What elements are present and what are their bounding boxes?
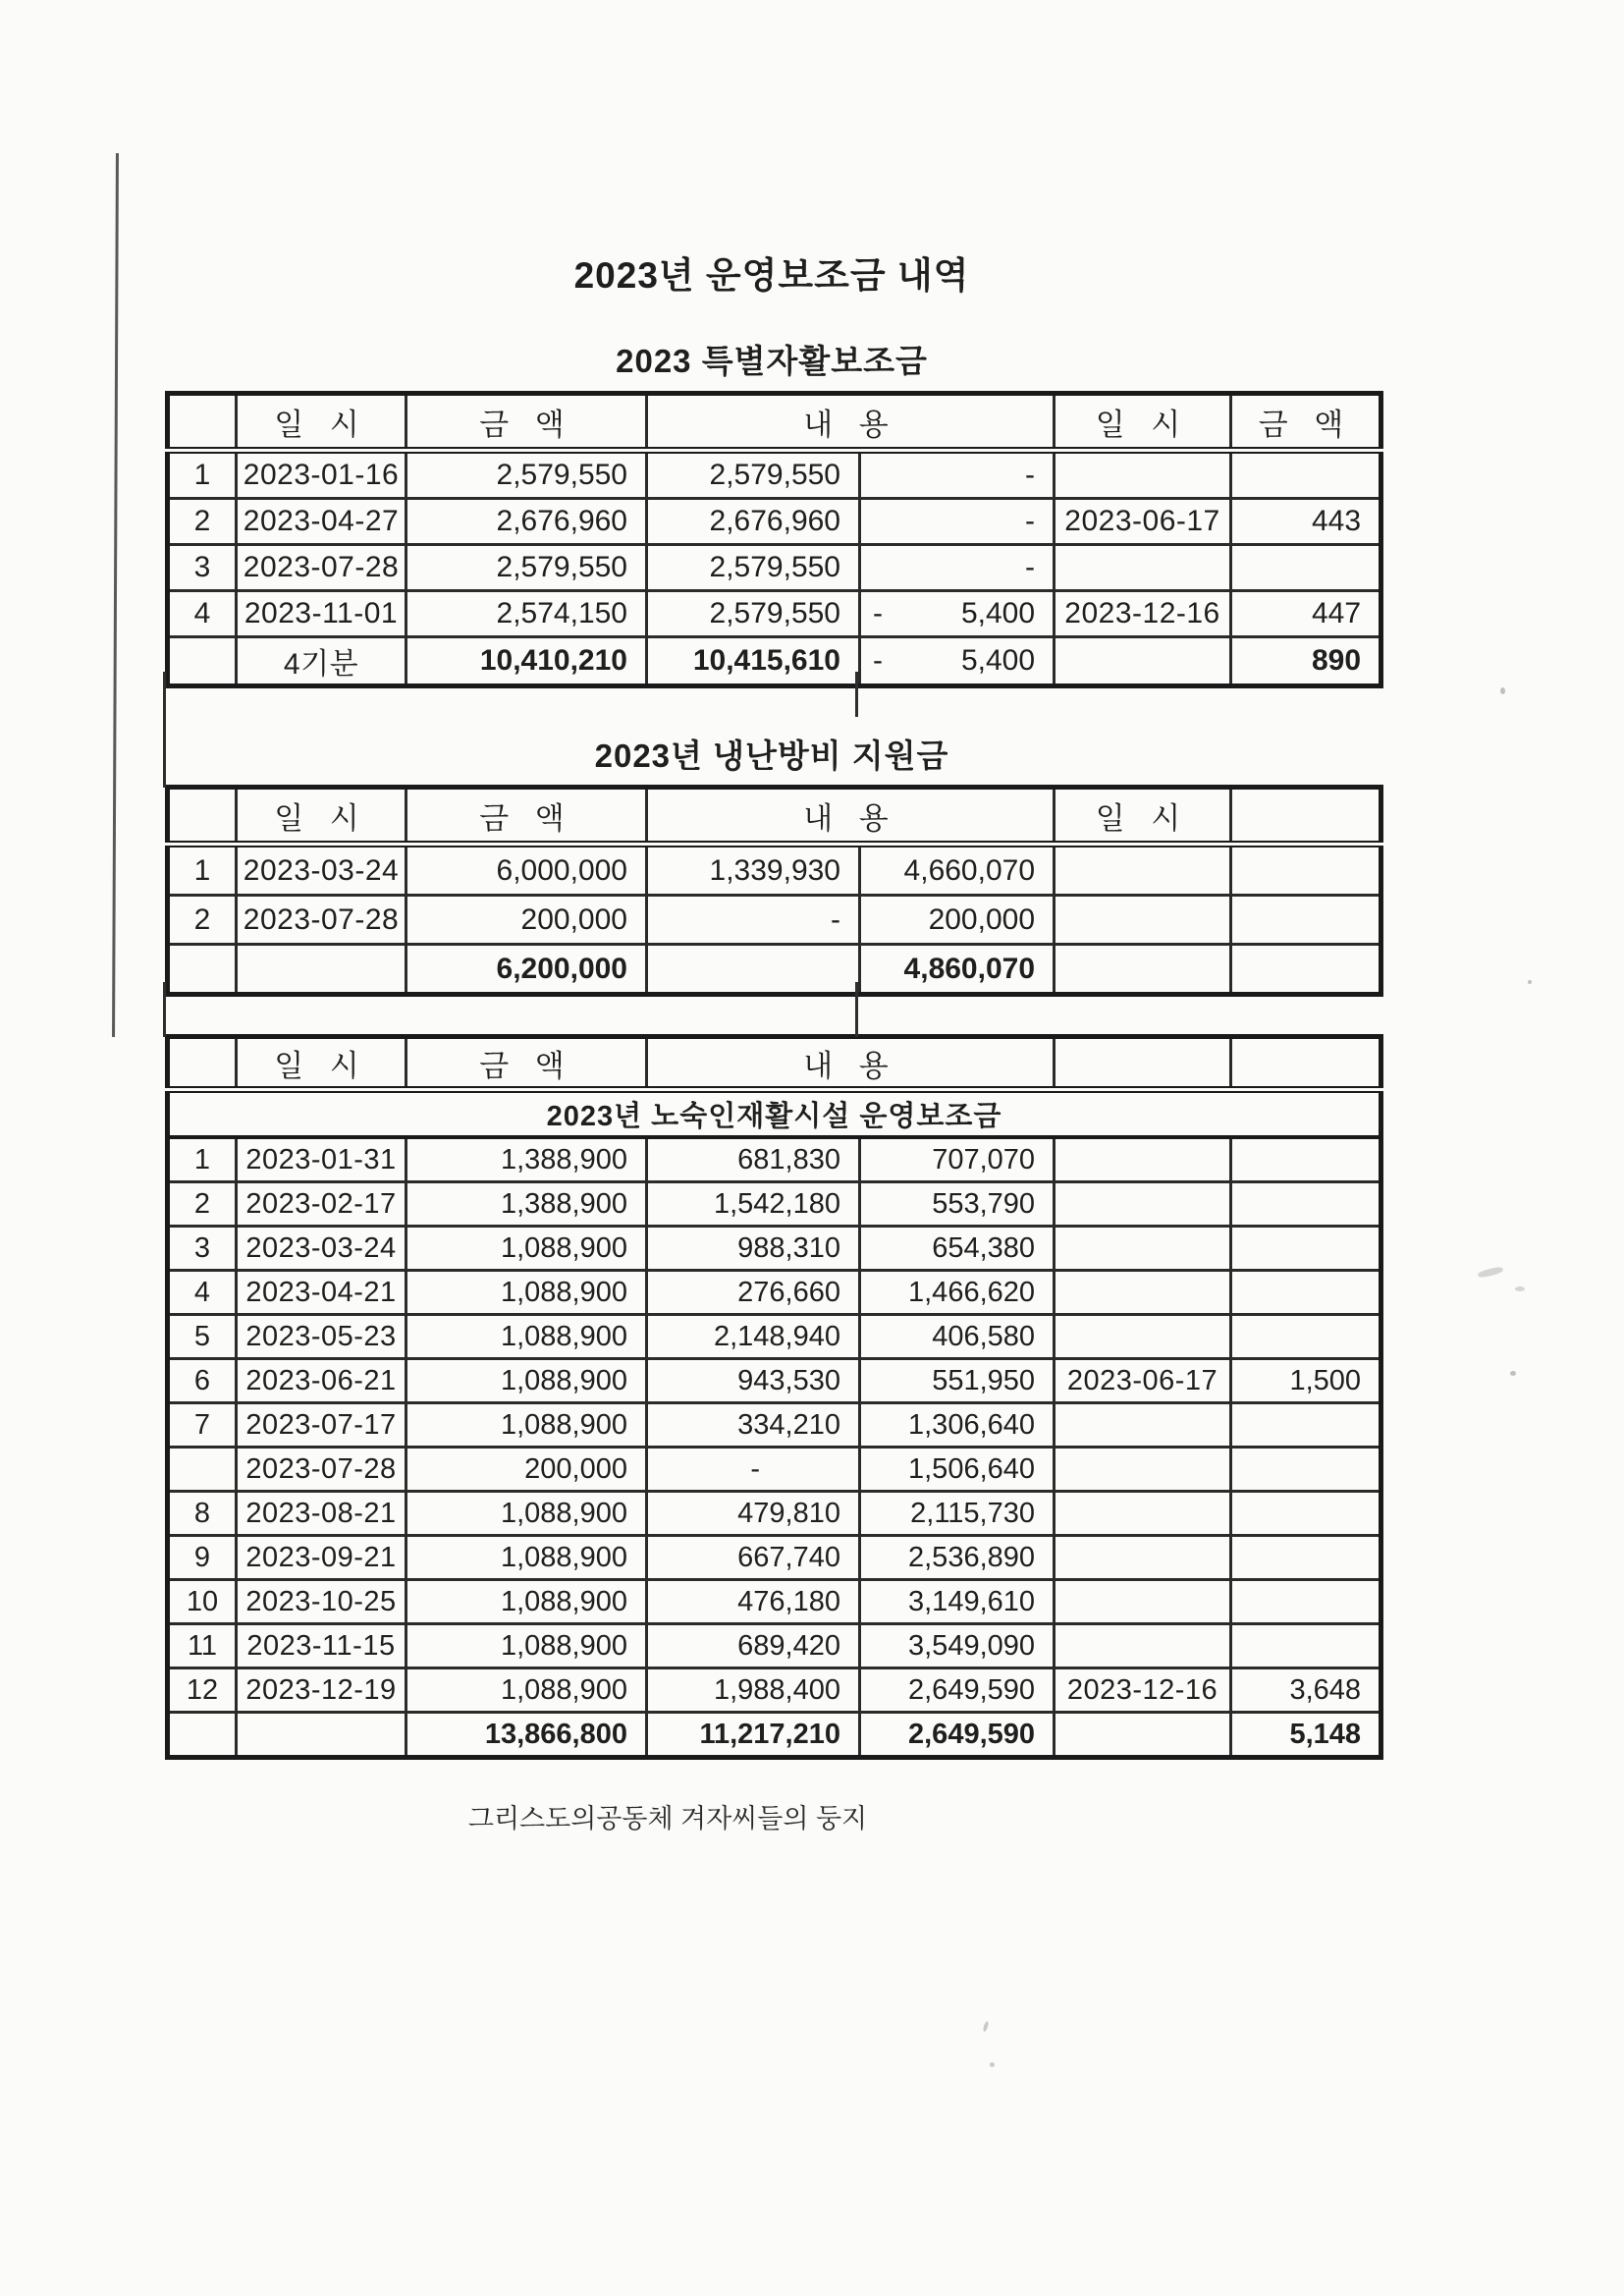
date-cell [1055,451,1231,499]
amount-cell [1231,1403,1381,1448]
column-header: 일 시 [1055,788,1231,845]
homeless-rehab-facility-subsidy-table [165,1034,1383,1760]
date-cell [1055,1227,1231,1271]
amount-cell: 1,506,640 [860,1448,1055,1492]
date-cell: 2023-04-21 [237,1271,406,1315]
column-header: 일 시 [237,788,406,845]
amount-cell: - [860,499,1055,545]
row-number-cell: 7 [168,1403,237,1448]
amount-cell: 1,339,930 [647,845,860,896]
amount-cell: 2,574,150 [406,591,647,637]
amount-cell: 551,950 [860,1359,1055,1403]
date-cell: 2023-07-17 [237,1403,406,1448]
column-header: 금 액 [1231,394,1381,451]
date-cell [237,945,406,995]
table-row [168,1624,1381,1668]
table-row [168,1227,1381,1271]
scan-artifact-line [163,672,166,788]
table-row [168,1315,1381,1359]
table-row [168,591,1381,637]
amount-cell [1231,1271,1381,1315]
table-row [168,1271,1381,1315]
split-wrap [861,597,1053,630]
amount-cell: 11,217,210 [647,1713,860,1758]
amount-cell: - [860,451,1055,499]
amount-cell [1231,945,1381,995]
amount-cell: 200,000 [406,896,647,945]
row-number-cell [168,945,237,995]
amount-cell: 334,210 [647,1403,860,1448]
dash: - [873,597,883,629]
date-cell [1055,1536,1231,1580]
amount-cell: - [860,545,1055,591]
amount-cell [1231,1227,1381,1271]
amount-cell [1231,1137,1381,1182]
amount-cell: 1,088,900 [406,1403,647,1448]
column-header [1055,1037,1231,1090]
row-number-cell: 5 [168,1315,237,1359]
table-header [168,788,1381,845]
amount-cell: 3,648 [1231,1668,1381,1713]
table-row [168,1668,1381,1713]
amount-cell: 2,579,550 [647,451,860,499]
amount-cell: 13,866,800 [406,1713,647,1758]
table-header [168,1037,1381,1090]
row-number-cell: 9 [168,1536,237,1580]
column-header [168,1037,237,1090]
amount-cell: - [647,896,860,945]
special-self-support-subsidy-table [165,391,1383,688]
table-title-row [168,1090,1381,1138]
table-title: 2023년 노숙인재활시설 운영보조금 [168,1090,1381,1138]
date-cell: 2023-12-19 [237,1668,406,1713]
row-number-cell: 12 [168,1668,237,1713]
amount-cell [1231,1492,1381,1536]
scan-speck [990,2062,995,2067]
date-cell [1055,1624,1231,1668]
date-cell [1055,1271,1231,1315]
column-header: 내 용 [647,788,1055,845]
amount-cell [1231,1580,1381,1624]
amount-cell: 2,579,550 [406,545,647,591]
amount-cell: 1,306,640 [860,1403,1055,1448]
date-cell [1055,1137,1231,1182]
amount-cell: 4,860,070 [860,945,1055,995]
row-number-cell: 10 [168,1580,237,1624]
date-cell [1055,896,1231,945]
amount-cell: 10,415,610 [647,637,860,686]
date-cell: 2023-10-25 [237,1580,406,1624]
date-cell [1055,1403,1231,1448]
date-cell [1055,1448,1231,1492]
column-header [1231,788,1381,845]
table-row [168,1359,1381,1403]
scan-artifact-line [163,982,166,1037]
table-row [168,545,1381,591]
amount-cell [1231,1624,1381,1668]
row-number-cell: 11 [168,1624,237,1668]
amount-cell: 2,649,590 [860,1713,1055,1758]
table-body [168,451,1381,686]
column-header [168,788,237,845]
amount-cell: 4,660,070 [860,845,1055,896]
amount-cell: 667,740 [647,1536,860,1580]
amount-cell: 3,549,090 [860,1624,1055,1668]
amount-cell: 681,830 [647,1137,860,1182]
row-number-cell [168,637,237,686]
date-cell [1055,945,1231,995]
amount-cell: 654,380 [860,1227,1055,1271]
amount-cell: 1,988,400 [647,1668,860,1713]
scan-speck [1510,1371,1516,1376]
amount-cell: 1,466,620 [860,1271,1055,1315]
amount-cell: 553,790 [860,1182,1055,1227]
amount: 5,400 [960,597,1036,629]
table-row [168,1403,1381,1448]
amount-cell: 1,088,900 [406,1315,647,1359]
amount-cell: 1,088,900 [406,1580,647,1624]
amount-cell: 1,088,900 [406,1492,647,1536]
row-number-cell: 4 [168,591,237,637]
amount-cell: 2,579,550 [647,591,860,637]
date-cell [1055,1315,1231,1359]
column-header: 금 액 [406,1037,647,1090]
total-row [168,1713,1381,1758]
date-cell: 2023-12-16 [1055,591,1231,637]
amount-cell: 1,088,900 [406,1271,647,1315]
date-cell: 2023-09-21 [237,1536,406,1580]
date-cell: 2023-03-24 [237,1227,406,1271]
amount-cell: 1,088,900 [406,1536,647,1580]
table1-title: 2023 특별자활보조금 [616,343,928,379]
amount-cell [1231,1182,1381,1227]
amount-cell: 2,676,960 [647,499,860,545]
heating-cooling-support-table [165,785,1383,997]
date-cell: 2023-02-17 [237,1182,406,1227]
amount-cell [1231,845,1381,896]
row-number-cell: 1 [168,451,237,499]
row-number-cell: 6 [168,1359,237,1403]
date-cell: 2023-05-23 [237,1315,406,1359]
scan-speck [1478,1266,1504,1279]
row-number-cell: 3 [168,1227,237,1271]
date-cell [1055,1580,1231,1624]
amount-cell: 1,500 [1231,1359,1381,1403]
row-number-cell: 2 [168,1182,237,1227]
scan-speck [1515,1286,1525,1291]
amount-cell: 1,388,900 [406,1182,647,1227]
table-row [168,845,1381,896]
row-number-cell [168,1448,237,1492]
date-cell [1055,545,1231,591]
date-cell: 2023-01-31 [237,1137,406,1182]
scan-speck [1528,980,1532,984]
amount-cell: 479,810 [647,1492,860,1536]
table-row [168,1137,1381,1182]
amount-cell: 1,088,900 [406,1227,647,1271]
column-header [168,394,237,451]
row-number-cell [168,1713,237,1758]
scan-artifact-line [855,982,858,1037]
date-cell [1055,1182,1231,1227]
date-cell: 2023-08-21 [237,1492,406,1536]
scan-edge-line [112,153,119,1037]
amount-cell: 1,388,900 [406,1137,647,1182]
amount-cell [1231,1536,1381,1580]
row-number-cell: 3 [168,545,237,591]
date-cell [1055,845,1231,896]
amount-cell: 406,580 [860,1315,1055,1359]
date-cell: 2023-01-16 [237,451,406,499]
date-cell: 4기분 [237,637,406,686]
table-row [168,1536,1381,1580]
column-header [1231,1037,1381,1090]
page-title: 2023년 운영보조금 내역 [573,255,970,296]
amount-cell: 1,088,900 [406,1359,647,1403]
date-cell: 2023-06-21 [237,1359,406,1403]
amount-cell: 447 [1231,591,1381,637]
amount-cell: 6,200,000 [406,945,647,995]
amount-cell: 2,148,940 [647,1315,860,1359]
amount-cell: 476,180 [647,1580,860,1624]
amount-cell: 3,149,610 [860,1580,1055,1624]
date-cell: 2023-07-28 [237,545,406,591]
row-number-cell: 4 [168,1271,237,1315]
amount-cell: 443 [1231,499,1381,545]
amount-cell: 10,410,210 [406,637,647,686]
amount-cell: 988,310 [647,1227,860,1271]
amount-cell [1231,896,1381,945]
column-header: 내 용 [647,1037,1055,1090]
organization-caption: 그리스도의공동체 겨자씨들의 둥지 [467,1804,868,1833]
date-cell [1055,1713,1231,1758]
amount-cell [1231,1315,1381,1359]
column-header: 일 시 [237,394,406,451]
amount-cell: 5,148 [1231,1713,1381,1758]
amount-cell: 2,676,960 [406,499,647,545]
amount-cell: 276,660 [647,1271,860,1315]
table-row [168,1580,1381,1624]
amount-cell: 707,070 [860,1137,1055,1182]
table-row [168,1448,1381,1492]
date-cell: 2023-07-28 [237,896,406,945]
amount-cell: 2,649,590 [860,1668,1055,1713]
date-cell: 2023-12-16 [1055,1668,1231,1713]
table-row [168,499,1381,545]
table-body [168,845,1381,995]
amount-cell [1231,451,1381,499]
scan-artifact-line [855,672,858,717]
date-cell: 2023-11-01 [237,591,406,637]
table2-title: 2023년 냉난방비 지원금 [594,738,949,774]
column-header: 금 액 [406,788,647,845]
amount-cell [1231,545,1381,591]
column-header: 일 시 [1055,394,1231,451]
row-number-cell: 2 [168,896,237,945]
total-row [168,945,1381,995]
row-number-cell: 1 [168,845,237,896]
amount-cell [1231,1448,1381,1492]
column-header: 금 액 [406,394,647,451]
table-row [168,451,1381,499]
split-amount-cell [860,591,1055,637]
amount-cell: 2,536,890 [860,1536,1055,1580]
table-body [168,1090,1381,1758]
table-row [168,1182,1381,1227]
date-cell [1055,637,1231,686]
date-cell [237,1713,406,1758]
amount-cell: 200,000 [860,896,1055,945]
amount-cell: 2,115,730 [860,1492,1055,1536]
scan-speck [982,2021,989,2033]
amount-cell: 1,542,180 [647,1182,860,1227]
amount-cell: 943,530 [647,1359,860,1403]
amount-cell: 2,579,550 [406,451,647,499]
date-cell: 2023-06-17 [1055,499,1231,545]
date-cell [1055,1492,1231,1536]
dash: - [873,644,883,677]
amount-cell: 6,000,000 [406,845,647,896]
amount-cell: 1,088,900 [406,1624,647,1668]
date-cell: 2023-04-27 [237,499,406,545]
amount-cell: 890 [1231,637,1381,686]
row-number-cell: 2 [168,499,237,545]
amount-cell [647,945,860,995]
split-amount-cell [860,637,1055,686]
row-number-cell: 8 [168,1492,237,1536]
scan-speck [1500,687,1505,694]
table-header [168,394,1381,451]
amount: 5,400 [960,644,1036,677]
total-row [168,637,1381,686]
amount-cell: 200,000 [406,1448,647,1492]
date-cell: 2023-07-28 [237,1448,406,1492]
amount-cell: 689,420 [647,1624,860,1668]
row-number-cell: 1 [168,1137,237,1182]
date-cell: 2023-06-17 [1055,1359,1231,1403]
table-row [168,896,1381,945]
column-header: 내 용 [647,394,1055,451]
split-wrap [861,644,1053,678]
column-header: 일 시 [237,1037,406,1090]
amount-cell: 1,088,900 [406,1668,647,1713]
amount-cell: 2,579,550 [647,545,860,591]
amount-cell: - [647,1448,860,1492]
table-row [168,1492,1381,1536]
date-cell: 2023-11-15 [237,1624,406,1668]
date-cell: 2023-03-24 [237,845,406,896]
